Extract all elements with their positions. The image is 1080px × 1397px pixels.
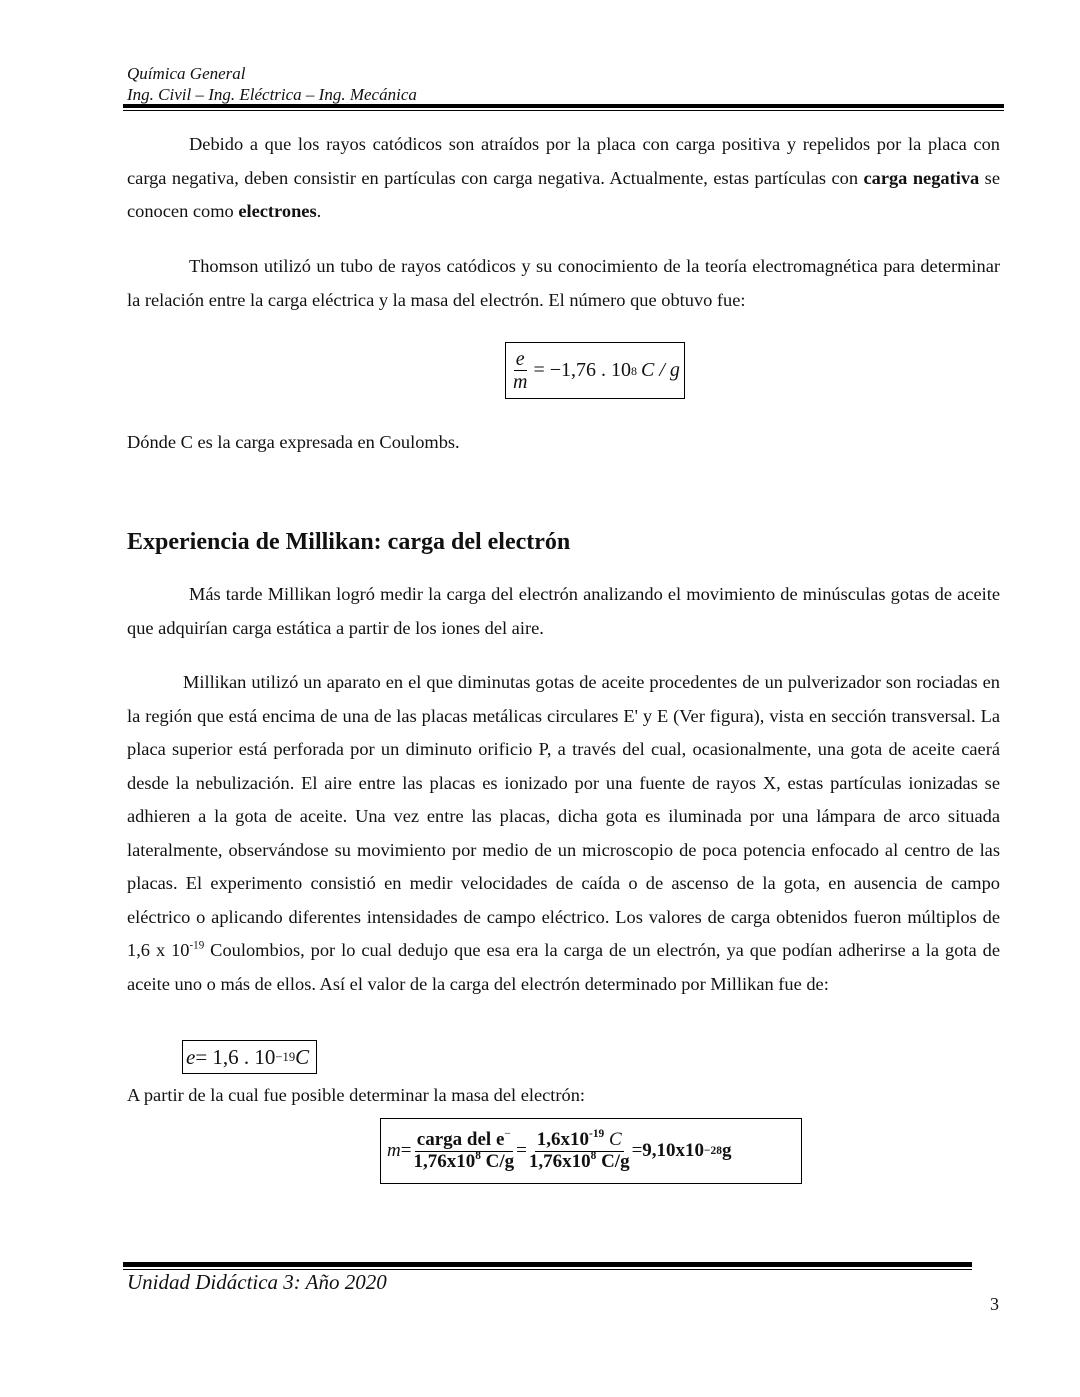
mass-result: 9,10x10 <box>642 1140 705 1161</box>
formula-charge-mass-ratio: $\frac{e}{m}$ = −1,76 . 10 8 C / g <box>505 342 685 399</box>
bold-term-negative-charge: carga negativa <box>863 167 980 188</box>
paragraph-millikan-apparatus: Millikan utilizó un aparato en el que diminutas gotas de aceite procedentes de un pulverizador son rociadas en la región que está encima de una de las placas metálicas circulares E' y E (Ver figura), vista en sección transversal. La placa superior está perforada por un diminuto orificio P, a través del cual, ocasionalmente, una gota de aceite caerá desde la nebulización. El aire entre las placas es ionizado por una fuente de rayos X, estas partículas ionizadas se adhieren a la gota de aceite. Una vez entre las placas, dicha gota es iluminada por una lámpara de arco situada lateralmente, observándose su movimiento por medio de un microscopio de poca potencia enfocado al centro de las placas. El experimento consistió en medir velocidades de caída o de ascenso de la gota, en ausencia de campo eléctrico o aplicando diferentes intensidades de campo eléctrico. Los valores de carga obtenidos fueron múltiplos de 1,6 x $10^{-19}$ Coulombios, por lo cual dedujo que esa era la carga de un electrón, ya que podían adherirse a la gota de aceite uno o más de ellos. Así el valor de la carga del electrón determinado por Millikan fue de: <box>127 672 1000 994</box>
fraction-e-over-m: $\frac{e}{m}$ <box>513 348 528 393</box>
header-rule-thick <box>123 104 1004 108</box>
header-rule-thin <box>123 110 1004 111</box>
paragraph-millikan-intro: Más tarde Millikan logró medir la carga del electrón analizando el movimiento de minúsculas gotas de aceite que adquirían carga estática a partir de los iones del aire. <box>127 584 1000 638</box>
header-programs: Ing. Civil – Ing. Eléctrica – Ing. Mecánica <box>127 85 417 104</box>
formula-electron-mass: m = $\frac{carga del e^-}{1,76x10^8 C/g}$ = $\frac{1,6x10^{-19} C}{1,76x10^8 C/g}$ = 9,10x10 −28 g <box>380 1118 802 1184</box>
page-footer: Unidad Didáctica 3: Año 2020 <box>127 1270 387 1294</box>
paragraph-mass-intro: A partir de la cual fue posible determinar la masa del electrón: <box>127 1085 586 1105</box>
section-heading-millikan: Experiencia de Millikan: carga del electrón <box>127 529 571 555</box>
fraction-values: $\frac{1,6x10^{-19} C}{1,76x10^8 C/g}$ <box>528 1127 630 1172</box>
paragraph-cathode-rays: Debido a que los rayos catódicos son atraídos por la placa con carga positiva y repelidos por la placa con carga negativa, deben consistir en partículas con carga negativa. Actualmente, estas partículas con carga negativa se conocen como electrones. <box>127 134 1000 221</box>
paragraph-coulomb-note: Dónde C es la carga expresada en Coulombs. <box>127 432 460 452</box>
bold-term-electrons: electrones <box>238 201 317 221</box>
fraction-charge-over-ratio: $\frac{carga del e^-}{1,76x10^8 C/g}$ <box>413 1127 515 1172</box>
header-course-title: Química General <box>127 64 246 83</box>
page-header <box>127 63 417 105</box>
formula-electron-charge: e = 1,6 . 10 −19 C <box>182 1040 317 1074</box>
page-number: 3 <box>990 1294 999 1314</box>
paragraph-thomson: Thomson utilizó un tubo de rayos catódicos y su conocimiento de la teoría electromagnética para determinar la relación entre la carga eléctrica y la masa del electrón. El número que obtuvo fue: <box>127 256 1000 310</box>
footer-rule-thick <box>123 1262 972 1267</box>
